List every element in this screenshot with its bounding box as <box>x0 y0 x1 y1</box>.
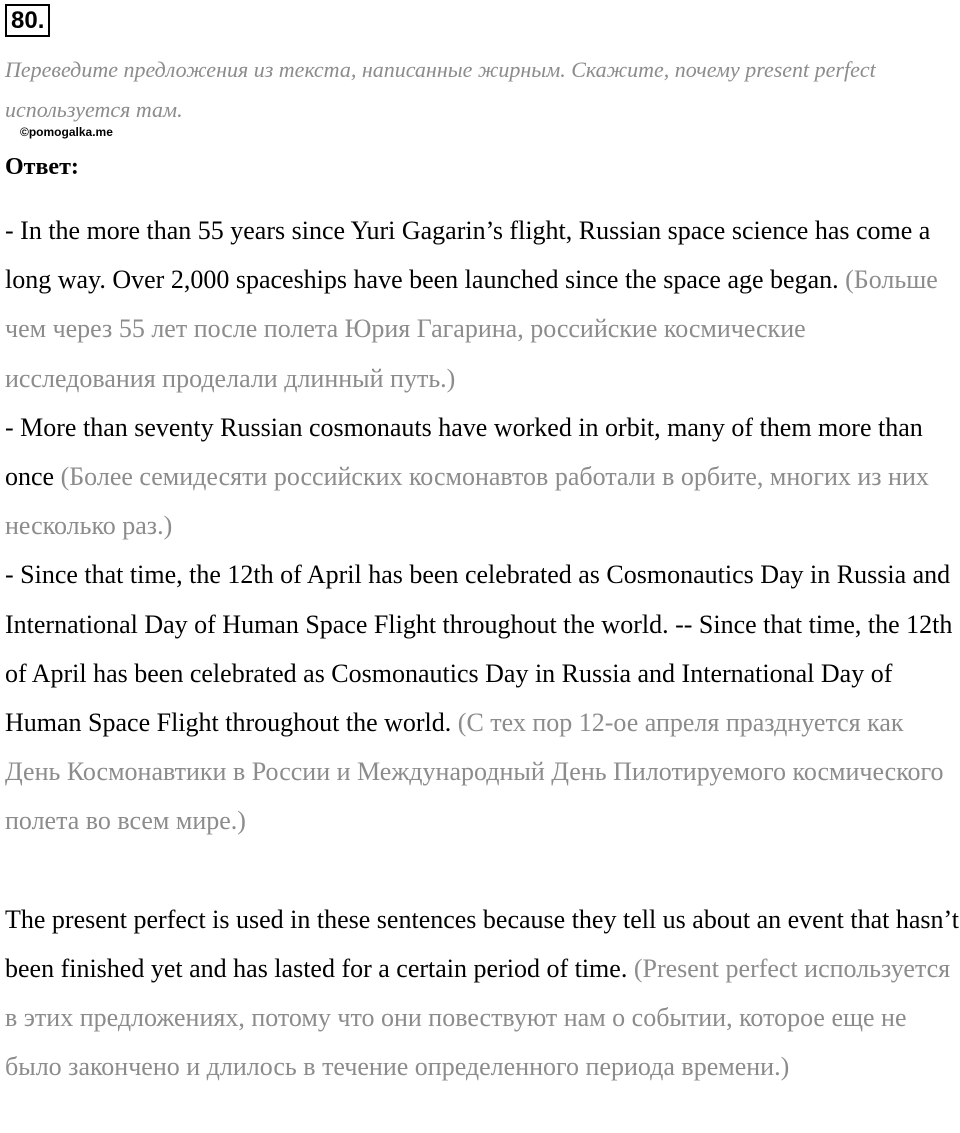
sentence-translation: (С тех пор 12-ое апреля празднуется как День Космонавтики в России и Международный День Пилотируемого космического полета во всем мире.) <box>5 708 944 836</box>
answer-label: Ответ: <box>5 154 79 180</box>
answer-item-3 <box>5 550 960 845</box>
watermark: ©pomogalka.me <box>20 125 113 139</box>
spacer <box>5 846 960 895</box>
task-number: 80. <box>5 4 50 37</box>
task-instruction: Переведите предложения из текста, написанные жирным. Скажите, почему present perfect используется там. <box>5 57 876 122</box>
sentence-translation: (Более семидесяти российских космонавтов работали в орбите, многих из них несколько раз.) <box>5 462 929 541</box>
answer-item-1 <box>5 206 960 403</box>
sentence-en: - Since that time, the 12th of April has been celebrated as Cosmonautics Day in Russia and International Day of Human Space Flight throughout the world. -- Since that time, the 12th of April has been celebrated as Cosmonautics Day in Russia and International Day of Human Space Flight throughout the world. <box>5 560 953 738</box>
sentence-translation: (Больше чем через 55 лет после полета Юрия Гагарина, российские космические исследования проделали длинный путь.) <box>5 265 938 393</box>
sentence-en: - More than seventy Russian cosmonauts have worked in orbit, many of them more than once <box>5 412 923 492</box>
sentence-en: - In the more than 55 years since Yuri Gagarin’s flight, Russian space science has come a long way. Over 2,000 spaceships have been launched since the space age began. <box>5 216 931 295</box>
conclusion-en: The present perfect is used in these sentences because they tell us about an event that hasn’t been finished yet and has lasted for a certain period of time. <box>5 904 959 983</box>
answer-item-2 <box>5 403 960 551</box>
conclusion-translation: (Present perfect используется в этих предложениях, потому что они повествуют нам о событии, которое еще не было закончено и длилось в течение определенного периода времени.) <box>5 953 951 1082</box>
conclusion <box>5 895 960 1092</box>
answer-content <box>5 206 960 1091</box>
